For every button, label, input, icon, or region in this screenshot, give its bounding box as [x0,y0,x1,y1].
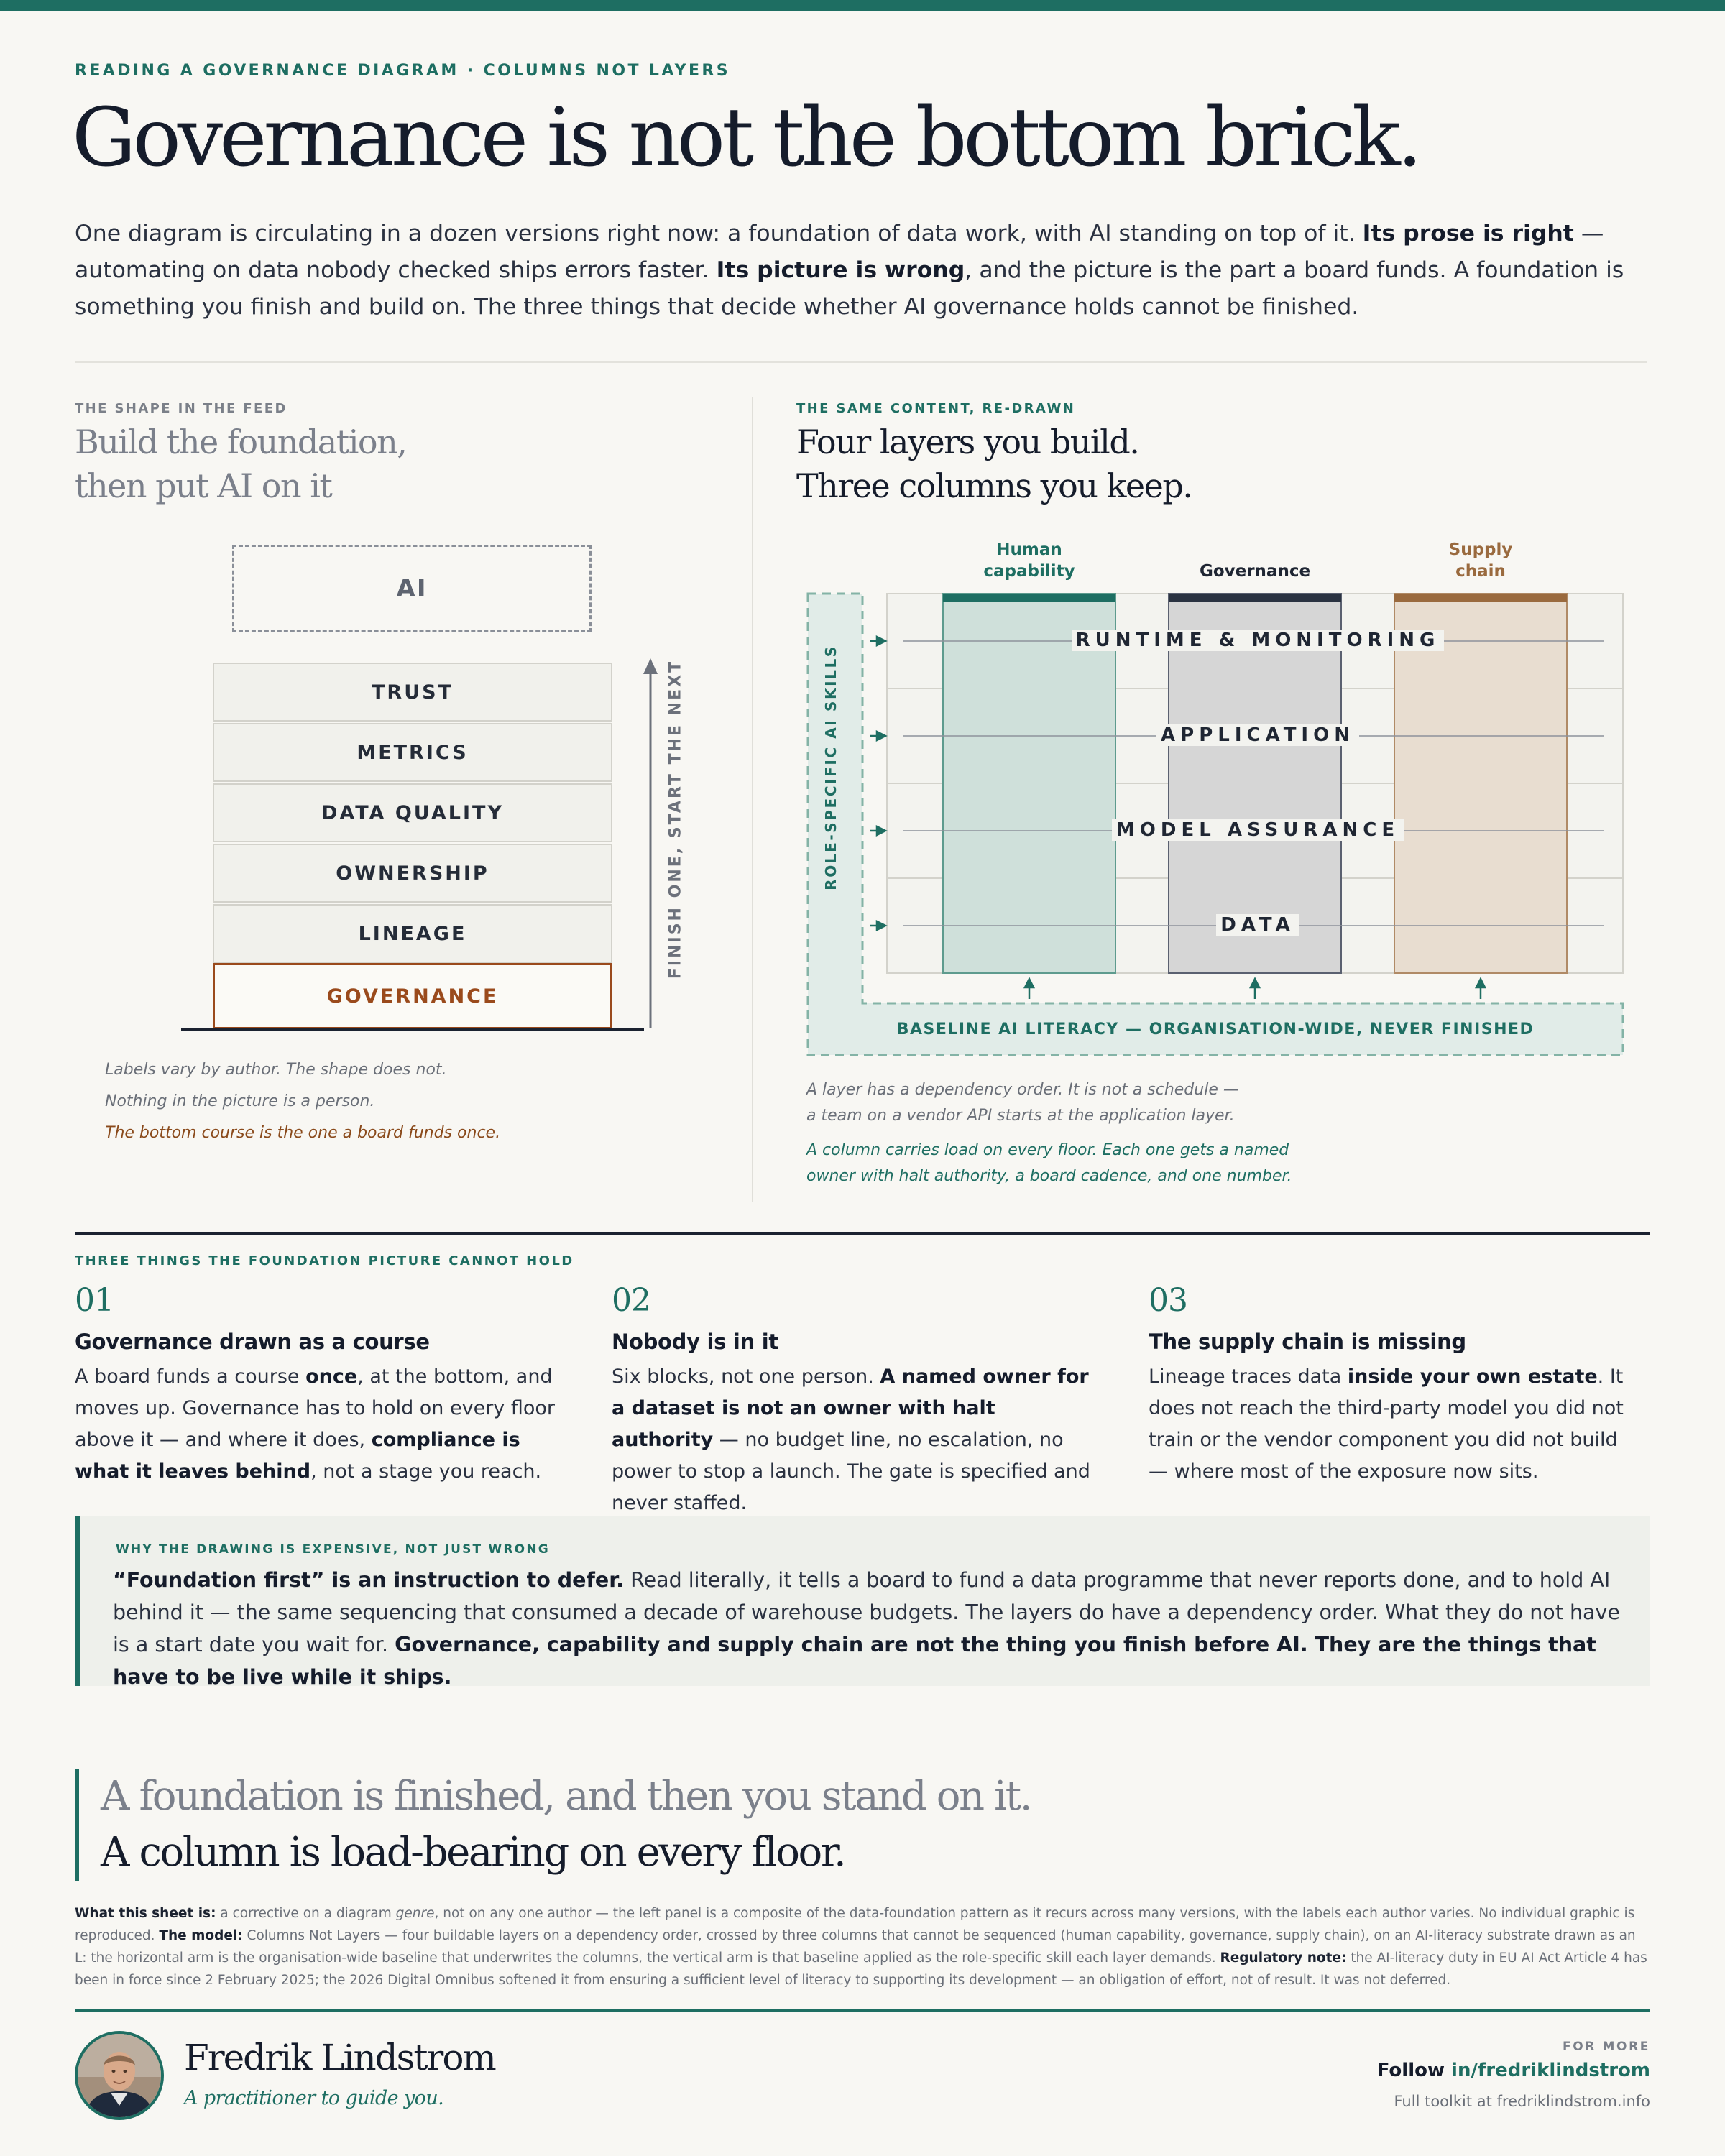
up-arrow-icon [638,658,663,1033]
role-specific-skills-label: ROLE-SPECIFIC AI SKILLS [822,645,840,890]
left-note-1: Labels vary by author. The shape does not. [105,1061,447,1079]
right-note-4: owner with halt authority, a board cadence, and one number. [806,1167,1292,1185]
brick-trust: TRUST [213,663,612,722]
brick-lineage: LINEAGE [213,904,612,963]
callout-label: WHY THE DRAWING IS EXPENSIVE, NOT JUST WRONG [116,1542,550,1557]
quote-bar [75,1769,79,1881]
left-title-line-1: Build the foundation, [75,423,407,461]
card-number: 03 [1149,1282,1187,1319]
toolkit-link[interactable]: Full toolkit at fredriklindstrom.info [1394,2093,1650,2110]
callout-box [75,1516,1650,1689]
brick-governance: GOVERNANCE [213,963,612,1029]
left-note-3: The bottom course is the one a board funds once. [105,1124,501,1142]
column-head-human-capability: Human capability [983,540,1075,581]
footer-rule [75,2009,1650,2012]
quote-line-2: A column is load-bearing on every floor. [101,1829,845,1876]
card-body: Lineage traces data inside your own estate. It does not reach the third-party model you did not train or the vendor component you did not build — where most of the exposure now sits. [1149,1365,1624,1483]
layer-model-assurance: MODEL ASSURANCE [898,819,1617,841]
right-title-line-2: Three columns you keep. [796,466,1192,505]
arrow-label: FINISH ONE, START THE NEXT [666,659,685,980]
divider [75,361,1647,363]
brick-metrics: METRICS [213,723,612,782]
author-name: Fredrik Lindstrom [184,2037,495,2078]
card-number: 01 [75,1282,114,1319]
intro-paragraph: One diagram is circulating in a dozen versions right now: a foundation of data work, with AI standing on top of it. Its prose is right — automating on data nobody checked ships errors faster. Its picture is wrong, and the picture is the part a board funds. A foundation is something you finish and build on. The three things that decide whether AI governance holds cannot be finished. [75,221,1624,320]
card-body: A board funds a course once, at the bottom, and moves up. Governance has to hold on every floor above it — and where it does, compliance is what it leaves behind, not a stage you reach. [75,1365,556,1483]
layer-data: DATA [898,914,1617,936]
kicker: READING A GOVERNANCE DIAGRAM · COLUMNS NOT LAYERS [75,62,730,80]
ai-block: AI [232,545,592,632]
for-more-label: FOR MORE [1563,2040,1650,2054]
avatar [75,2031,164,2120]
column-head-governance: Governance [1199,562,1311,581]
three-things-label: THREE THINGS THE FOUNDATION PICTURE CANNOT HOLD [75,1253,574,1268]
layer-application: APPLICATION [898,724,1617,746]
ground-line [181,1028,644,1031]
panel-divider [752,397,753,1202]
right-note-2: a team on a vendor API starts at the application layer. [806,1107,1235,1125]
right-panel-title [796,420,1192,508]
left-panel-title [75,420,406,508]
section-rule [75,1232,1650,1235]
right-panel-label: THE SAME CONTENT, RE-DRAWN [796,401,1076,416]
callout-text: “Foundation first” is an instruction to defer. Read literally, it tells a board to fund a data programme that never reports done, and to hold AI behind it — the same sequencing that consumed a decade of warehouse budgets. The layers do have a dependency order. What they do not have is a start date you wait for. Governance, capability and supply chain are not the thing you finish before AI. They are the things that have to be live while it ships. [113,1568,1620,1689]
card-body: Six blocks, not one person. A named owner for a dataset is not an owner with halt authority — no budget line, no escalation, no power to stop a launch. The gate is specified and never staffed. [612,1365,1090,1514]
card-heading: Nobody is in it [612,1330,778,1354]
right-note-1: A layer has a dependency order. It is not a schedule — [806,1081,1239,1099]
card-heading: The supply chain is missing [1149,1330,1466,1354]
card-02 [612,1281,1100,1519]
fine-print: What this sheet is: a corrective on a diagram genre, not on any one author — the left panel is a composite of the data-foundation pattern as it recurs across many versions, with the labels each author varies. No individual graphic is reproduced. The model: Columns Not Layers — four buildable layers on a dependency order, crossed by three columns that cannot be sequenced (human capability, governance, supply chain), on an AI-literacy substrate drawn as an L: the horizontal arm is the organisation-wide baseline that underwrites the columns, the vertical arm is that baseline applied as the role-specific skill each layer demands. Regulatory note: the AI-literacy duty in EU AI Act Article 4 has been in force since 2 February 2025; the 2026 Digital Omnibus softened it from ensuring a sufficient level of literacy to supporting its development — an obligation of effort, not of result. It was not deferred. [75,1906,1647,1988]
right-title-line-1: Four layers you build. [796,423,1139,461]
left-panel-label: THE SHAPE IN THE FEED [75,401,288,416]
follow-line: Follow in/fredriklindstrom [1376,2060,1650,2081]
column-head-supply-chain: Supply chain [1448,540,1513,581]
left-note-2: Nothing in the picture is a person. [105,1092,375,1110]
card-01 [75,1281,564,1488]
author-tagline: A practitioner to guide you. [184,2087,444,2109]
card-03 [1149,1281,1637,1488]
card-number: 02 [612,1282,650,1319]
right-note-3: A column carries load on every floor. Each one gets a named [806,1141,1289,1159]
page-title: Governance is not the bottom brick. [72,91,1420,185]
profile-link[interactable]: in/fredriklindstrom [1451,2060,1650,2081]
quote-line-1: A foundation is finished, and then you stand on it. [101,1773,1031,1820]
avatar-portrait-icon [78,2034,161,2117]
brick-data-quality: DATA QUALITY [213,783,612,842]
baseline-literacy-label: BASELINE AI LITERACY — ORGANISATION-WIDE, NEVER FINISHED [896,1021,1535,1038]
left-title-line-2: then put AI on it [75,466,332,505]
top-accent-bar [0,0,1725,11]
card-heading: Governance drawn as a course [75,1330,430,1354]
brick-ownership: OWNERSHIP [213,844,612,903]
layer-runtime-monitoring: RUNTIME & MONITORING [898,630,1617,651]
